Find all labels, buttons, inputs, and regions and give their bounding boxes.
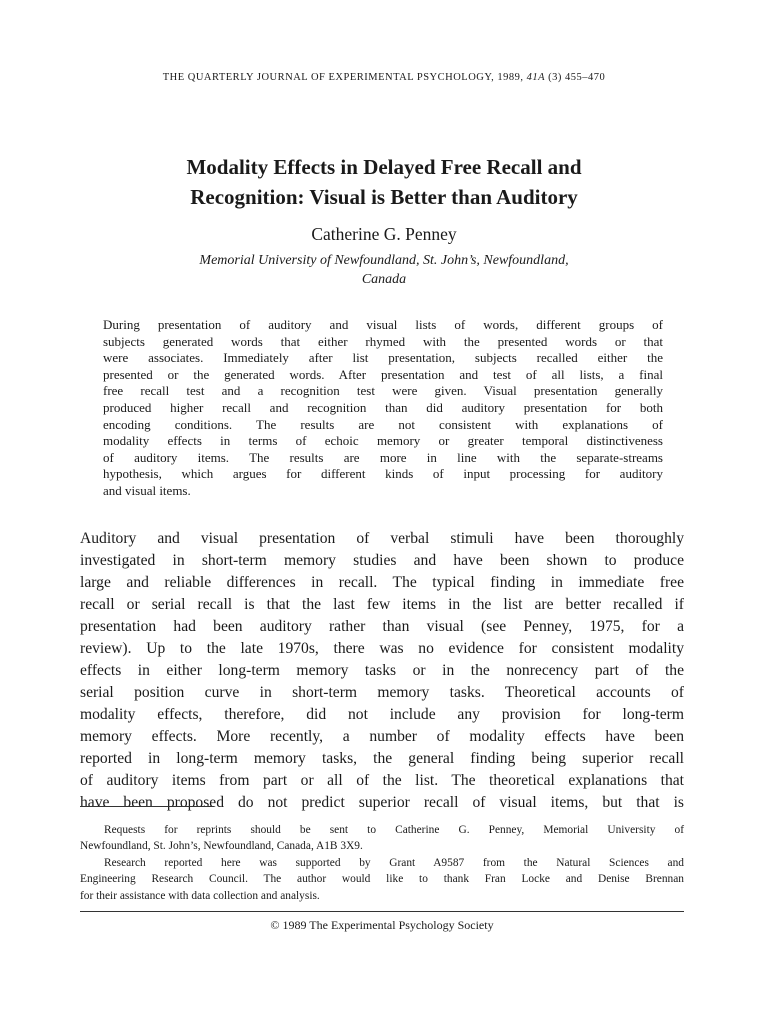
- body-line: Auditory and visual presentation of verbal stimuli have been thoroughly: [80, 530, 684, 547]
- abstract-line: free recall test and a recognition test were given. Visual presentation generally: [103, 383, 663, 399]
- title-line-1: Modality Effects in Delayed Free Recall and: [186, 155, 582, 179]
- abstract-line: modality effects in terms of echoic memory or greater temporal distinctiveness: [103, 433, 663, 449]
- author-name: Catherine G. Penney: [311, 224, 457, 244]
- copyright-divider: [80, 911, 684, 912]
- copyright-notice: © 1989 The Experimental Psychology Society: [270, 918, 494, 932]
- abstract-line: and visual items.: [103, 482, 191, 498]
- body-line: large and reliable differences in recall. The typical finding in immediate free: [80, 574, 684, 591]
- body-paragraph: [80, 528, 684, 814]
- body-line: of auditory items from part or all of the list. The theoretical explanations that: [80, 772, 684, 789]
- abstract-line: During presentation of auditory and visual lists of words, different groups of: [103, 317, 663, 332]
- body-line: effects in either long-term memory tasks or in the nonrecency part of the: [80, 662, 684, 679]
- abstract-line: hypothesis, which argues for different kinds of input processing for auditory: [103, 466, 663, 482]
- body-line: review). Up to the late 1970s, there was no evidence for consistent modality: [80, 640, 684, 657]
- title-line-2: Recognition: Visual is Better than Auditory: [190, 185, 578, 209]
- running-head-journal: THE QUARTERLY JOURNAL OF EXPERIMENTAL PSYCHOLOGY, 1989,: [162, 72, 524, 83]
- abstract-line: of auditory items. The results are more in line with the separate-streams: [103, 449, 663, 465]
- body-line: reported in long-term memory tasks, the general finding being superior recall: [80, 750, 684, 767]
- article-title: [84, 152, 684, 212]
- footnote-line: Engineering Research Council. The author would like to thank Fran Locke and Denise Brennan: [80, 873, 684, 886]
- body-line: have been proposed do not predict superior recall of visual items, but that is: [80, 794, 684, 811]
- body-line: memory effects. More recently, a number of modality effects have been: [80, 728, 684, 745]
- affiliation-line-2: Canada: [361, 272, 407, 287]
- running-head-volume: 41A: [526, 72, 546, 83]
- body-line: recall or serial recall is that the last few items in the list are better recalled if: [80, 596, 684, 613]
- footnote-divider: [80, 806, 214, 807]
- body-line: investigated in short-term memory studies and have been shown to produce: [80, 552, 684, 569]
- footnotes: [80, 822, 684, 904]
- footnote-line: Requests for reprints should be sent to Catherine G. Penney, Memorial University of: [104, 824, 684, 836]
- footnote-line: Research reported here was supported by Grant A9587 from the Natural Sciences and: [104, 856, 684, 869]
- abstract-line: were associates. Immediately after list presentation, subjects recalled either the: [103, 350, 663, 366]
- abstract-line: presented or the generated words. After presentation and test of all lists, a final: [103, 366, 663, 382]
- body-line: serial position curve in short-term memory tasks. Theoretical accounts of: [80, 684, 684, 701]
- abstract: [103, 317, 663, 500]
- running-head-pages: (3) 455–470: [548, 72, 606, 83]
- abstract-line: produced higher recall and recognition than did auditory presentation for both: [103, 399, 663, 415]
- abstract-line: encoding conditions. The results are not consistent with explanations of: [103, 416, 663, 432]
- body-line: modality effects, therefore, did not include any provision for long-term: [80, 706, 684, 723]
- footnote-line: Newfoundland, St. John’s, Newfoundland, Canada, A1B 3X9.: [80, 840, 363, 853]
- affiliation-line-1: Memorial University of Newfoundland, St. John’s, Newfoundland,: [199, 253, 569, 268]
- author-affiliation: [84, 251, 684, 289]
- abstract-line: subjects generated words that either rhymed with the presented words or that: [103, 333, 663, 349]
- running-head: [0, 72, 768, 83]
- footnote-line: for their assistance with data collection and analysis.: [80, 889, 320, 902]
- body-line: presentation had been auditory rather than visual (see Penney, 1975, for a: [80, 618, 684, 635]
